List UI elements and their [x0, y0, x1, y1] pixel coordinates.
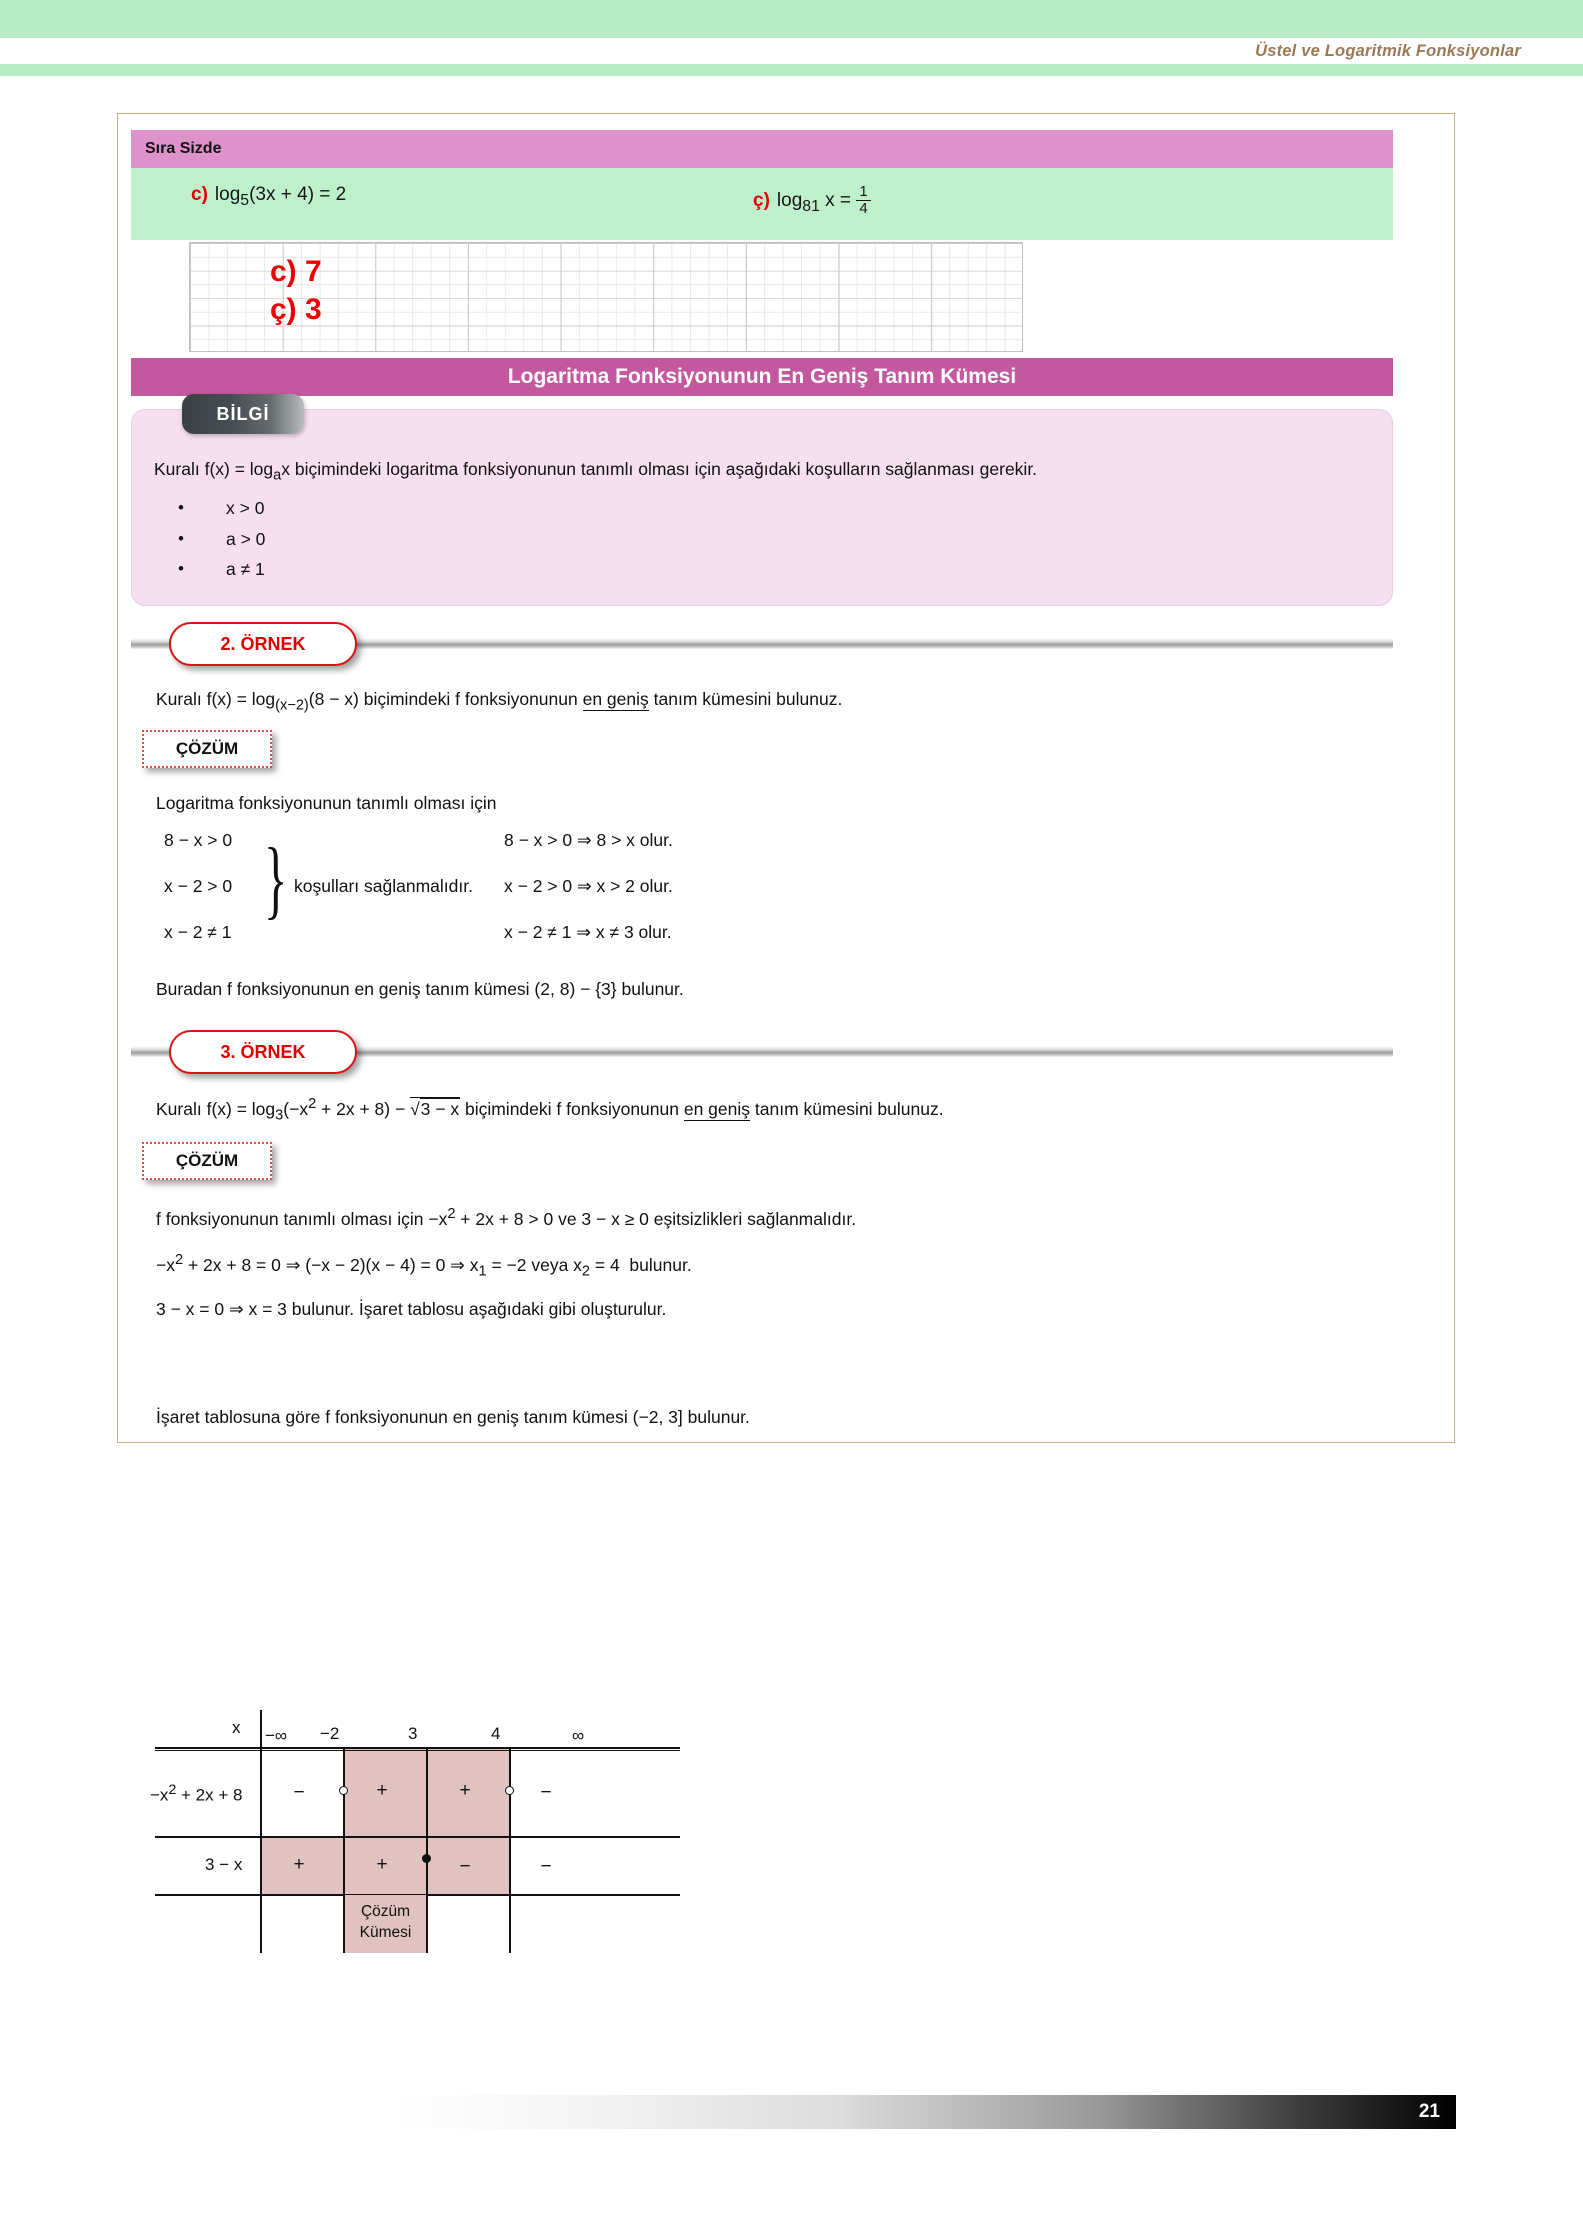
sira-question-cc-text: $\log_{81} x$ = $\frac{1}{4}$	[777, 190, 871, 211]
sign-table-vline	[343, 1748, 345, 1894]
example-2-intro: Logaritma fonksiyonunun tanımlı olması için	[156, 793, 497, 813]
sign-table-solution-line-1: Çözüm	[360, 1903, 411, 1920]
bilgi-body-text: Kuralı $f(x) = \log_ax$ biçimindeki logaritma fonksiyonunun tanımlı olması için aşağıdaki koşulların sağlanması gerekir.	[154, 459, 1038, 484]
section-title-band: Logaritma Fonksiyonunun En Geniş Tanım Kümesi	[131, 358, 1393, 396]
sign-table-sign: −	[540, 1856, 552, 1877]
sign-table-sign: −	[459, 1856, 471, 1877]
sira-sizde-body	[131, 168, 1393, 326]
example-3-banner	[131, 1030, 1393, 1074]
header-green-band-bottom	[0, 64, 1583, 76]
sign-table-tick: −∞	[265, 1726, 288, 1745]
sign-table-sign: +	[293, 1854, 305, 1875]
sira-question-cc-label: ç)	[753, 190, 770, 211]
sign-table-vline	[260, 1894, 262, 1953]
sign-table-hline	[155, 1836, 680, 1838]
sign-table-filled-root	[422, 1854, 431, 1863]
header-green-band-top	[0, 0, 1583, 38]
sira-sizde-header	[131, 130, 1393, 168]
page-number: 21	[1418, 2101, 1440, 2122]
sign-table-open-root	[339, 1786, 348, 1795]
sign-table-sign: +	[376, 1780, 388, 1801]
sign-table-solution-line-2: Kümesi	[359, 1923, 412, 1941]
sira-question-c-label: c)	[191, 184, 208, 205]
example-2-brace-label: koşulları sağlanmalıdır.	[294, 876, 473, 896]
example-3-badge: 3. ÖRNEK	[169, 1030, 357, 1074]
sign-table-vline	[509, 1748, 511, 1894]
sign-table-sign: −	[293, 1782, 305, 1803]
example-2-result: x − 2 ≠ 1 ⇒ x ≠ 3 olur.	[504, 922, 672, 942]
example-3-question-underline: en geniş	[683, 1098, 751, 1119]
grid-answer-text	[270, 253, 322, 329]
sign-table-hline	[155, 1747, 680, 1749]
sign-table-row-label: $-x^2 + 2x + 8$	[150, 1782, 243, 1805]
sign-table-hline	[155, 1750, 680, 1751]
example-3-solution-badge: ÇÖZÜM	[142, 1142, 272, 1180]
answer-grid-paper[interactable]	[189, 242, 1023, 352]
sign-table-solution-label	[344, 1902, 427, 1944]
sign-table-sign: −	[540, 1782, 552, 1803]
example-2-conditions-block	[156, 830, 1356, 950]
grid-answer-cc: ç) 3	[270, 293, 322, 326]
sign-table-tick: 3	[408, 1724, 418, 1743]
example-2-solution-badge: ÇÖZÜM	[142, 730, 272, 768]
header-running-title: Üstel ve Logaritmik Fonksiyonlar	[1255, 42, 1521, 60]
example-2-banner	[131, 622, 1393, 666]
example-2-question: Kuralı $f(x) = \log_{(x-2)}(8 - x)$ biçimindeki f fonksiyonunun en geniş tanım kümesini bulunuz.	[156, 689, 843, 714]
sign-table	[150, 1718, 700, 1941]
sira-sizde-box	[131, 130, 1393, 326]
sira-sizde-questions	[131, 178, 1393, 226]
bilgi-info-box	[131, 403, 1393, 606]
sign-table-sign: +	[376, 1854, 388, 1875]
sign-table-tick: ∞	[572, 1726, 585, 1745]
example-2-result: 8 − x > 0 ⇒ 8 > x olur.	[504, 830, 673, 850]
example-2-condition: x − 2 ≠ 1	[164, 922, 232, 942]
example-3-line-2: $-x^2 + 2x + 8 = 0$ ⇒ (−x − 2)(x − 4) = 0 ⇒ $x_1 = -2$ veya $x_2 = 4$ bulunur.	[156, 1252, 692, 1280]
sign-table-x-label: x	[232, 1718, 241, 1737]
bilgi-condition-item: • a ≠ 1	[154, 554, 1370, 585]
sign-table-tick: −2	[320, 1724, 340, 1743]
sign-table-row-label: 3 − x	[205, 1855, 243, 1874]
bilgi-condition-list	[154, 493, 1370, 585]
sira-question-c	[191, 184, 346, 210]
example-3-line-1: f fonksiyonunun tanımlı olması için $-x^2 + 2x + 8 > 0$ ve 3 − x ≥ 0 eşitsizlikleri sağlanmalıdır.	[156, 1206, 857, 1229]
example-2-badge: 2. ÖRNEK	[169, 622, 357, 666]
example-2-conclusion: Buradan f fonksiyonunun en geniş tanım kümesi (2, 8) − {3} bulunur.	[156, 979, 684, 999]
sign-table-vline	[426, 1748, 428, 1894]
example-2-condition: 8 − x > 0	[164, 830, 233, 850]
sign-table-open-root	[505, 1786, 514, 1795]
example-2-brace: }	[264, 831, 288, 928]
example-3-question: Kuralı $f(x) = \log_3(-x^2 + 2x + 8) - √3 - x$ biçimindeki f fonksiyonunun en geniş tanım kümesini bulunuz.	[156, 1096, 944, 1124]
footer-gradient-bar	[395, 2095, 1456, 2129]
grid-answer-c: c) 7	[270, 255, 322, 288]
bilgi-badge: BİLGİ	[182, 394, 304, 434]
example-2-result: x − 2 > 0 ⇒ x > 2 olur.	[504, 876, 673, 896]
bilgi-condition-item: • x > 0	[154, 493, 1370, 524]
example-3-conclusion: İşaret tablosuna göre f fonksiyonunun en geniş tanım kümesi (−2, 3] bulunur.	[156, 1407, 750, 1427]
sign-table-vline	[260, 1710, 262, 1894]
sira-question-cc	[753, 184, 871, 217]
sira-sizde-title: Sıra Sizde	[145, 140, 222, 157]
example-3-line-3: 3 − x = 0 ⇒ x = 3 bulunur. İşaret tablosu aşağıdaki gibi oluşturulur.	[156, 1299, 667, 1319]
sira-question-c-text: $\log_5(3x + 4) = 2$	[214, 184, 347, 209]
sign-table-vline	[509, 1894, 511, 1953]
page-content-frame	[117, 113, 1455, 1443]
example-2-condition: x − 2 > 0	[164, 876, 233, 896]
bilgi-condition-item: • a > 0	[154, 524, 1370, 555]
example-2-question-underline: en geniş	[582, 689, 649, 709]
sign-table-tick: 4	[491, 1724, 501, 1743]
sign-table-sign: +	[459, 1780, 471, 1801]
